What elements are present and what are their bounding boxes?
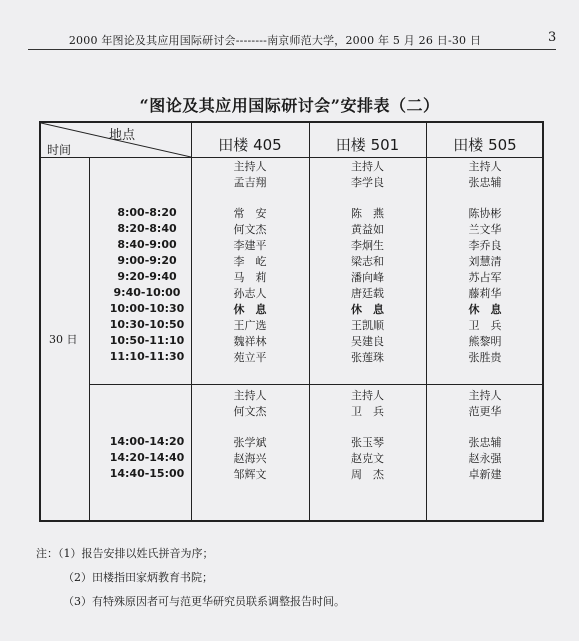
room-header-405: 田楼 405 [218, 136, 282, 154]
time-slot: 11:10-11:30 [109, 350, 185, 363]
room-501-afternoon [309, 388, 426, 483]
page-number: 3 [548, 30, 557, 45]
time-slot: 14:20-14:40 [109, 451, 185, 464]
speaker: 李炯生 [351, 239, 384, 252]
room-405-afternoon [191, 388, 309, 483]
speaker: 李乔良 [468, 239, 502, 252]
schedule-table [39, 121, 544, 522]
speaker: 邹辉文 [233, 468, 267, 481]
col-divider [89, 157, 90, 522]
speaker: 周 杰 [351, 468, 384, 481]
speaker: 赵克文 [351, 452, 384, 465]
speaker: 藤莉华 [468, 287, 502, 300]
room-header-505: 田楼 505 [453, 136, 517, 154]
chair-label: 主持人 [233, 389, 267, 402]
header-rule [28, 49, 556, 50]
speaker: 黄益如 [351, 223, 384, 236]
header-row-divider [41, 157, 544, 158]
speaker: 陈 燕 [351, 207, 384, 220]
speaker: 常 安 [233, 207, 267, 220]
chair-label: 主持人 [468, 160, 502, 173]
chair-label: 主持人 [351, 160, 384, 173]
chair-name: 李学良 [351, 176, 384, 189]
speaker: 张胜贵 [468, 351, 502, 364]
corner-time-label: 时间 [47, 143, 72, 157]
speaker: 潘向峰 [351, 271, 384, 284]
speaker: 卫 兵 [468, 319, 502, 332]
speaker: 王广选 [233, 319, 267, 332]
time-slot: 10:50-11:10 [109, 334, 185, 347]
time-slot: 9:20-9:40 [117, 270, 177, 283]
time-slot: 9:00-9:20 [117, 254, 177, 267]
speaker: 赵永强 [468, 452, 502, 465]
room-header-501: 田楼 501 [335, 136, 400, 154]
time-slot: 10:00-10:30 [109, 302, 185, 315]
time-slot: 8:20-8:40 [117, 222, 177, 235]
break-label: 休 息 [233, 303, 267, 316]
speaker: 梁志和 [351, 255, 384, 268]
speaker: 张忠辅 [468, 436, 502, 449]
speaker: 王凯顺 [351, 319, 384, 332]
speaker: 吴建良 [351, 335, 384, 348]
footnote: （3）有特殊原因者可与范更华研究员联系调整报告时间。 [63, 595, 345, 608]
document-title: “图论及其应用国际研讨会”安排表（二） [139, 96, 440, 115]
speaker: 赵海兴 [233, 452, 267, 465]
speaker: 兰文华 [468, 223, 502, 236]
speaker: 苏占军 [468, 271, 502, 284]
time-slot: 8:00-8:20 [117, 206, 177, 219]
break-label: 休 息 [468, 303, 502, 316]
room-505-afternoon [426, 388, 544, 483]
speaker: 魏祥林 [233, 335, 267, 348]
speaker: 陈协彬 [468, 207, 502, 220]
chair-name: 张忠辅 [468, 176, 502, 189]
footnotes [36, 542, 345, 614]
day-label: 30 日 [49, 333, 78, 346]
time-slot: 14:40-15:00 [109, 467, 185, 480]
speaker: 李 屹 [233, 255, 267, 268]
speaker: 苑立平 [233, 351, 267, 364]
room-505-morning [426, 159, 544, 366]
chair-name: 卫 兵 [351, 405, 384, 418]
speaker: 何文杰 [233, 223, 267, 236]
speaker: 张玉琴 [351, 436, 384, 449]
time-slot: 8:40-9:00 [117, 238, 177, 251]
session-divider [89, 384, 544, 385]
speaker: 卓新建 [468, 468, 502, 481]
room-501-morning [309, 159, 426, 366]
chair-name: 孟吉翔 [233, 176, 267, 189]
corner-place-label: 地点 [109, 128, 136, 143]
chair-label: 主持人 [351, 389, 384, 402]
speaker: 马 莉 [233, 271, 267, 284]
chair-name: 范更华 [468, 405, 502, 418]
chair-name: 何文杰 [233, 405, 267, 418]
page-header: 2000 年图论及其应用国际研讨会--------南京师范大学，2000 年 5 月 26 日-30 日 [68, 34, 482, 47]
time-slot: 14:00-14:20 [109, 435, 185, 448]
speaker: 刘慧清 [468, 255, 502, 268]
break-label: 休 息 [351, 303, 384, 316]
speaker: 熊黎明 [468, 335, 502, 348]
speaker: 唐廷载 [351, 287, 384, 300]
speaker: 孙志人 [233, 287, 267, 300]
room-405-morning [191, 159, 309, 366]
footnote: 注：（1）报告安排以姓氏拼音为序； [36, 547, 214, 560]
footnote: （2）田楼指田家炳教育书院； [63, 571, 213, 584]
chair-label: 主持人 [233, 160, 267, 173]
chair-label: 主持人 [468, 389, 502, 402]
time-slot: 10:30-10:50 [109, 318, 185, 331]
speaker: 张莲珠 [351, 351, 384, 364]
time-slot: 9:40-10:00 [113, 286, 181, 299]
speaker: 张学斌 [233, 436, 267, 449]
speaker: 李建平 [233, 239, 267, 252]
